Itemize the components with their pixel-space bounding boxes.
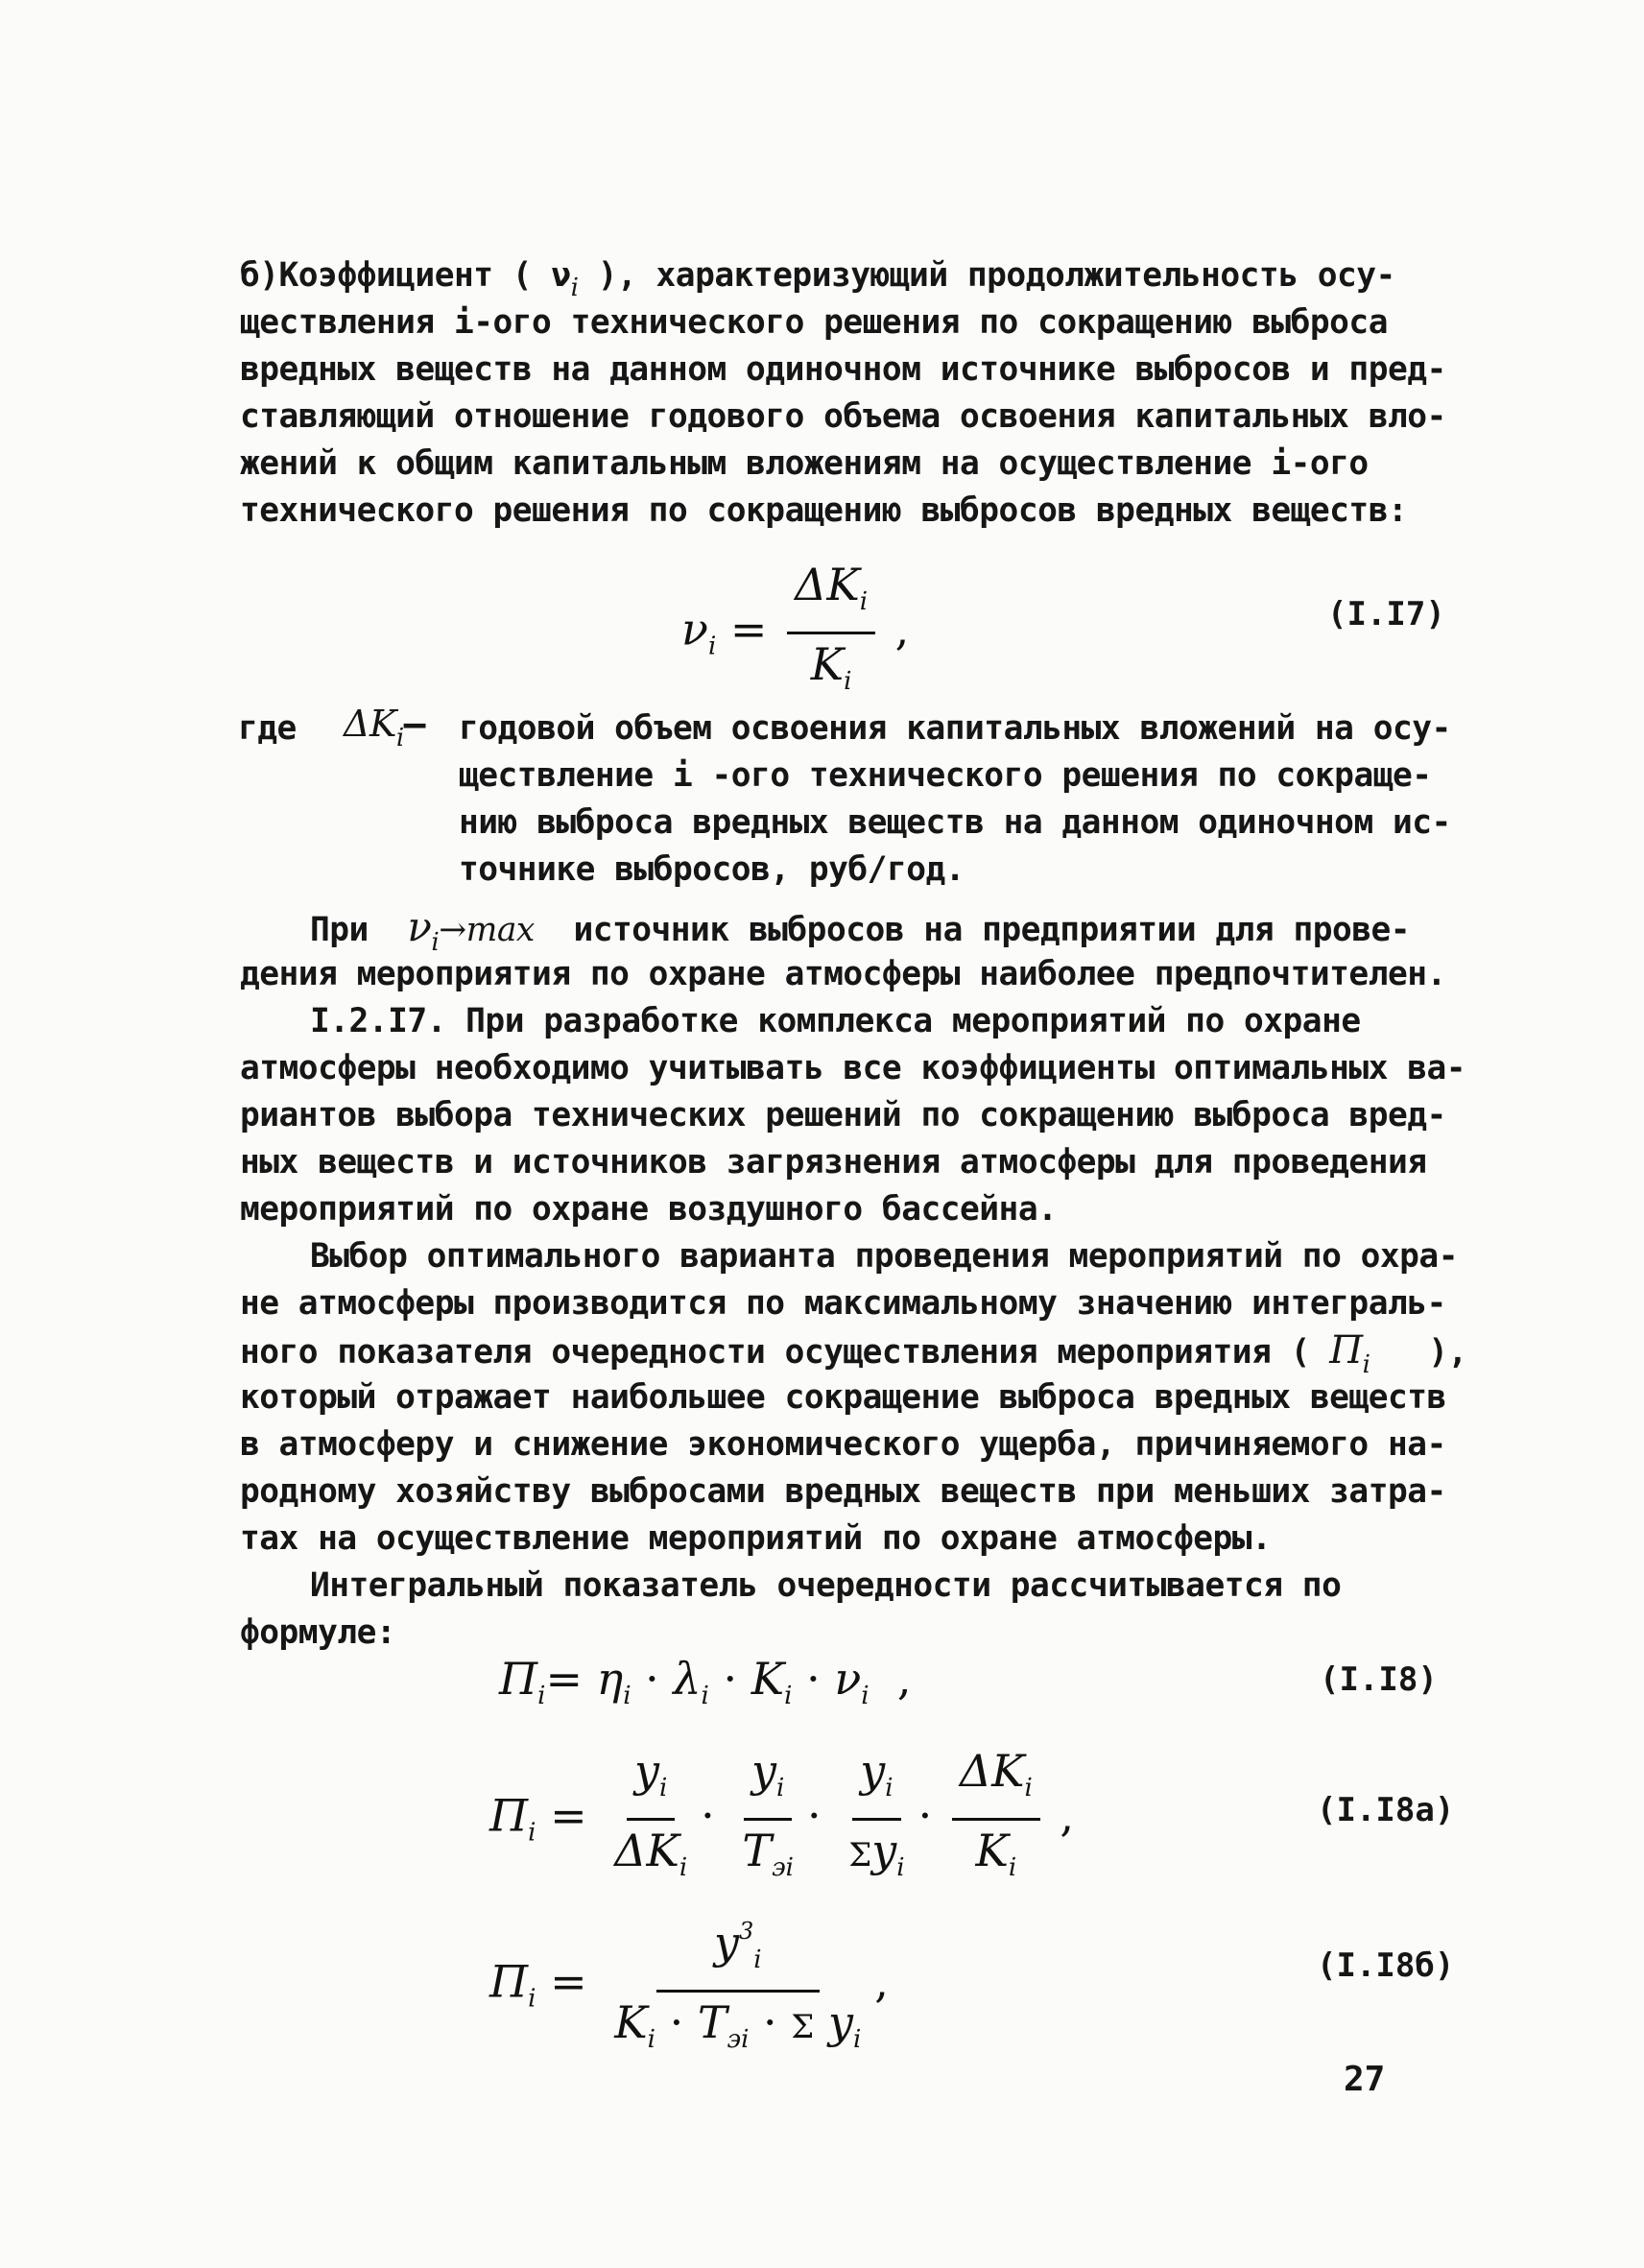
text-line: нию выброса вредных веществ на данном одиночном ис- [459, 803, 1451, 842]
text-line: атмосферы необходимо учитывать все коэффициенты оптимальных ва- [240, 1049, 1466, 1087]
text-line: который отражает наибольшее сокращение выброса вредных веществ [240, 1378, 1446, 1417]
text-line: Интегральный показатель очередности рассчитывается по [310, 1566, 1342, 1605]
equation-I18b: $\Pi_i$ = $\frac{y^3_i}{K_i \cdot T_{эi} \cdot \Sigma y_i}$ , [489, 1905, 889, 2065]
text-line: не атмосферы производится по максимальному значению интеграль- [240, 1284, 1446, 1323]
equation-number: (I.I8a) [1317, 1791, 1455, 1829]
page-number: 27 [1344, 2060, 1386, 2099]
text-line: тах на осуществление мероприятий по охране атмосферы. [240, 1519, 1272, 1558]
equation-number: (I.I8) [1320, 1660, 1438, 1699]
equation-I17: $\nu_i$ = $\frac{\Delta K_i}{K_i}$ , [681, 559, 910, 696]
equation-number: (I.I7) [1327, 595, 1445, 633]
text-line: б)Коэффициент ( $\nu_i$ ), характеризующий продолжительность осу- [240, 256, 1395, 302]
text-line: вредных веществ на данном одиночном источнике выбросов и пред- [240, 350, 1446, 389]
text-line: ставляющий отношение годового объема освоения капитальных вло- [240, 397, 1446, 436]
equation-I18a: $\Pi_i$ = $\frac{y_i}{\Delta K_i}$ · $\frac{y_i}{T_{эi}}$ · $\frac{y_i}{\Sigma y_i}$ · $\frac{\Delta K_i}{K_i}$ , [489, 1745, 1075, 1882]
text-line: Выбор оптимального варианта проведения мероприятий по охра- [310, 1237, 1458, 1276]
text-line: дения мероприятия по охране атмосферы наиболее предпочтителен. [240, 955, 1446, 993]
text-line: формуле: [240, 1613, 396, 1652]
text-line: риантов выбора технических решений по сокращению выброса вред- [240, 1096, 1446, 1134]
text-line: При $\nu_i\to\max$ источник выбросов на предприятии для прове- [310, 903, 1411, 957]
where-symbol: $\Delta K_i-$ [344, 703, 426, 752]
equation-number: (I.I8б) [1317, 1946, 1455, 1985]
text-line: мероприятий по охране воздушного бассейна. [240, 1190, 1058, 1229]
text-line: жений к общим капитальным вложениям на осуществление i-ого [240, 444, 1369, 483]
text-line: технического решения по сокращению выбросов вредных веществ: [240, 491, 1408, 530]
text-line: годовой объем освоения капитальных вложений на осу- [459, 709, 1451, 748]
text-line: ного показателя очередности осуществления мероприятия ( $\Pi_i$ ), [240, 1328, 1467, 1379]
where-label: где [238, 709, 297, 748]
text-line: ществление i -ого технического решения по сокраще- [459, 756, 1432, 795]
text-line: ществления i-ого технического решения по сокращению выброса [240, 303, 1388, 342]
text-line: точнике выбросов, руб/год. [459, 850, 965, 889]
equation-I18: $\Pi_i= \eta_i \cdot \lambda_i \cdot K_i \cdot \nu_i$ , [499, 1653, 912, 1710]
text-line: в атмосферу и снижение экономического ущерба, причиняемого на- [240, 1425, 1446, 1464]
text-line: I.2.I7. При разработке комплекса мероприятий по охране [310, 1002, 1361, 1040]
text-line: родному хозяйству выбросами вредных веществ при меньших затра- [240, 1472, 1446, 1511]
text-line: ных веществ и источников загрязнения атмосферы для проведения [240, 1143, 1427, 1182]
